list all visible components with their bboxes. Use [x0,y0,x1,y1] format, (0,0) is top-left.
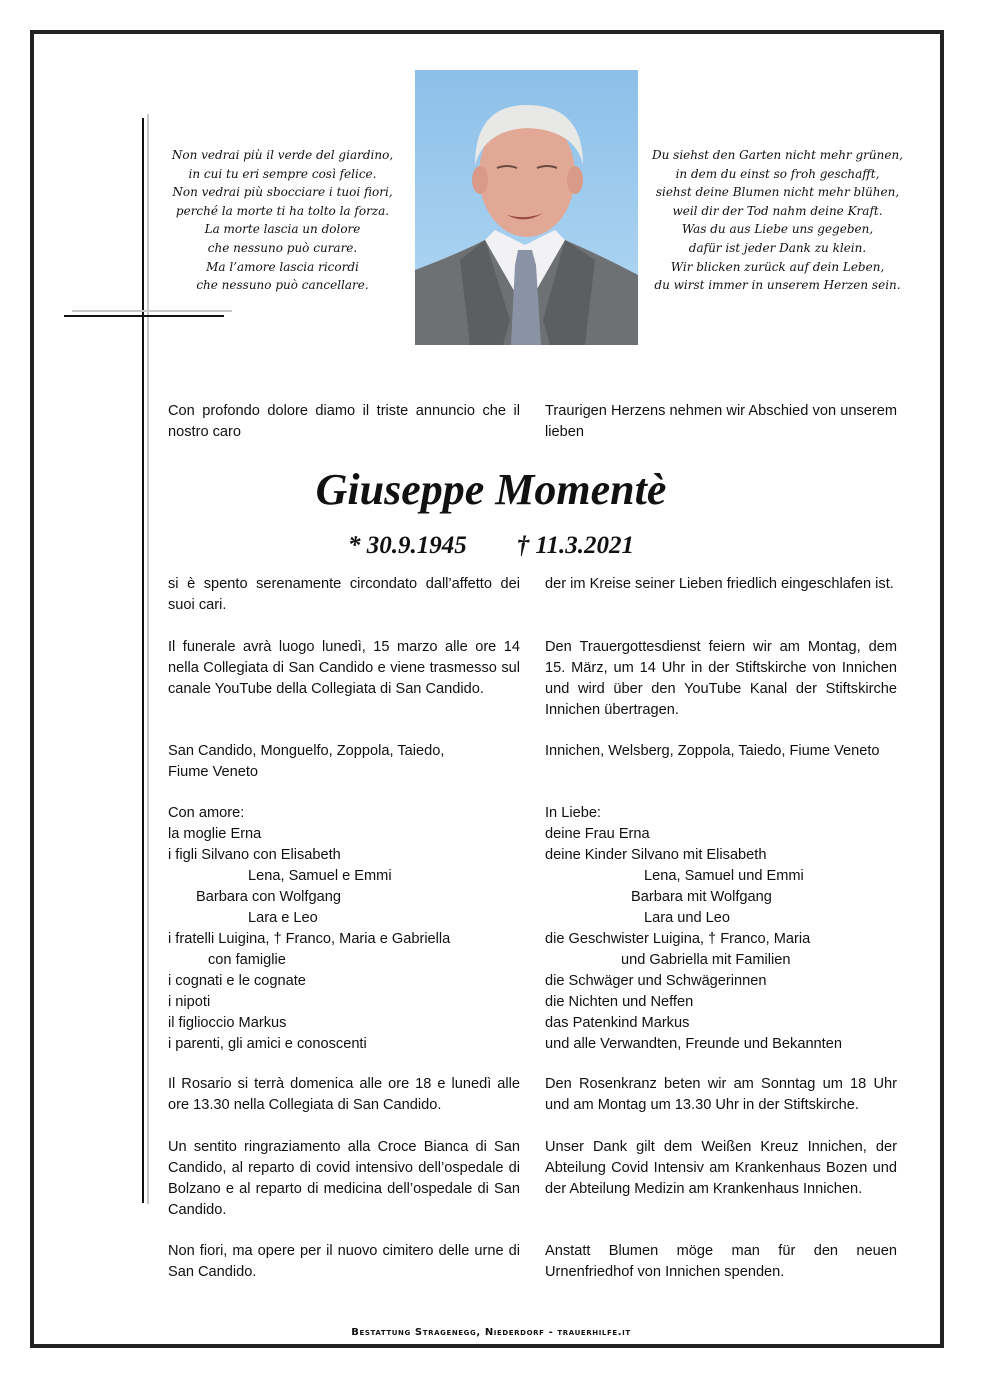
poem-line: in cui tu eri sempre così felice. [188,166,377,181]
life-dates [0,530,982,562]
funeral-german: Den Trauergottesdienst feiern wir am Montag, dem 15. März, um 14 Uhr in der Stiftskirche von Innichen und wird über den YouTube Kanal der Stiftskirche Innichen übertragen. [545,639,897,718]
mourner-line: con famiglie [208,952,286,968]
mourner-line: die Schwäger und Schwägerinnen [545,973,767,989]
mourner-line: Barbara con Wolfgang [196,889,341,905]
mourner-line: In Liebe: [545,805,601,821]
mourner-line: i parenti, gli amici e conoscenti [168,1036,367,1052]
passing-italian: si è spento serenamente circondato dall’affetto dei suoi cari. [168,576,520,613]
mourner-line: Lara und Leo [644,910,731,926]
mourner-line: Lara e Leo [248,910,318,926]
portrait-photo [415,70,638,345]
poem-line: La morte lascia un dolore [204,222,361,237]
intro-italian: Con profondo dolore diamo il triste annuncio che il nostro caro [168,403,520,440]
poem-line: perché la morte ti ha tolto la forza. [175,203,390,218]
mourner-line: Barbara mit Wolfgang [631,889,772,905]
mourner-line: la moglie Erna [168,826,262,842]
mourner-line: die Nichten und Neffen [545,994,694,1010]
deceased-name: Giuseppe Momentè [315,465,667,514]
places-line: Innichen, Welsberg, Zoppola, Taiedo, Fiume Veneto [545,743,880,759]
rosary-italian: Il Rosario si terrà domenica alle ore 18 e lunedì alle ore 13.30 nella Collegiata di San Candido. [168,1076,520,1113]
places-line: Fiume Veneto [168,764,259,780]
intro-german: Traurigen Herzens nehmen wir Abschied von unserem lieben [545,403,897,440]
poem-german [650,146,905,295]
poem-italian [165,146,400,295]
poem-line: siehst deine Blumen nicht mehr blühen, [655,185,900,200]
flowers-italian: Non fiori, ma opere per il nuovo cimitero delle urne di San Candido. [168,1243,520,1280]
cross-icon-vertical [142,118,144,1203]
mourner-line: und alle Verwandten, Freunde und Bekannten [545,1036,842,1052]
death-date: † 11.3.2021 [516,532,635,559]
poem-line: che nessuno può cancellare. [196,278,369,293]
mourner-line: i fratelli Luigina, † Franco, Maria e Gabriella [168,931,451,947]
birth-date: * 30.9.1945 [347,532,467,559]
cross-icon-horizontal [64,315,224,317]
mourner-line: i figli Silvano con Elisabeth [168,847,341,863]
mourner-line: Lena, Samuel und Emmi [644,868,804,884]
mourner-line: i nipoti [168,994,211,1010]
poem-line: Was du aus Liebe uns gegeben, [681,222,874,237]
cross-icon-vertical-shadow [147,114,149,1204]
poem-line: weil dir der Tod nahm deine Kraft. [672,203,883,218]
thanks-german: Unser Dank gilt dem Weißen Kreuz Innichen, der Abteilung Covid Intensiv am Krankenhaus Bozen und der Abteilung Medizin am Krankenhaus Innichen. [545,1139,897,1197]
thanks-italian: Un sentito ringraziamento alla Croce Bianca di San Candido, al reparto di covid intensivo dell’ospedale di Bolzano e al reparto di medicina dell’ospedale di San Candido. [168,1139,520,1218]
rosary-german: Den Rosenkranz beten wir am Sonntag um 18 Uhr und am Montag um 13.30 Uhr in der Stiftskirche. [545,1076,897,1113]
mourner-line: Con amore: [168,805,245,821]
mourner-line: und Gabriella mit Familien [621,952,791,968]
poem-line: Non vedrai più sbocciare i tuoi fiori, [172,185,393,200]
mourner-line: il figlioccio Markus [168,1015,287,1031]
poem-line: in dem du einst so froh geschafft, [675,166,880,181]
mourner-line: das Patenkind Markus [545,1015,690,1031]
poem-line: du wirst immer in unserem Herzen sein. [654,278,901,293]
places-german [545,741,897,762]
mourners-italian [168,803,520,1055]
funeral-italian: Il funerale avrà luogo lunedì, 15 marzo alle ore 14 nella Collegiata di San Candido e viene trasmesso sul canale YouTube della Collegiata di San Candido. [168,639,520,697]
mourner-line: die Geschwister Luigina, † Franco, Maria [545,931,811,947]
poem-line: Wir blicken zurück auf dein Leben, [670,259,885,274]
footer-credit: Bestattung Stragenegg, Niederdorf - trauerhilfe.it [351,1327,631,1338]
mourners-german [545,803,897,1055]
poem-line: Ma l’amore lascia ricordi [206,259,359,274]
poem-line: dafür ist jeder Dank zu klein. [688,240,867,255]
passing-german: der im Kreise seiner Lieben friedlich eingeschlafen ist. [545,576,894,592]
portrait-illustration [415,70,638,345]
mourner-line: deine Frau Erna [545,826,650,842]
mourner-line: deine Kinder Silvano mit Elisabeth [545,847,767,863]
places-line: San Candido, Monguelfo, Zoppola, Taiedo, [168,743,445,759]
poem-line: Non vedrai più il verde del giardino, [171,148,394,162]
cross-icon-horizontal-shadow [72,310,232,312]
places-italian [168,741,520,783]
mourner-line: i cognati e le cognate [168,973,306,989]
mourner-line: Lena, Samuel e Emmi [248,868,392,884]
poem-line: Du siehst den Garten nicht mehr grünen, [652,148,903,162]
poem-line: che nessuno può curare. [207,240,358,255]
flowers-german: Anstatt Blumen möge man für den neuen Urnenfriedhof von Innichen spenden. [545,1243,897,1280]
